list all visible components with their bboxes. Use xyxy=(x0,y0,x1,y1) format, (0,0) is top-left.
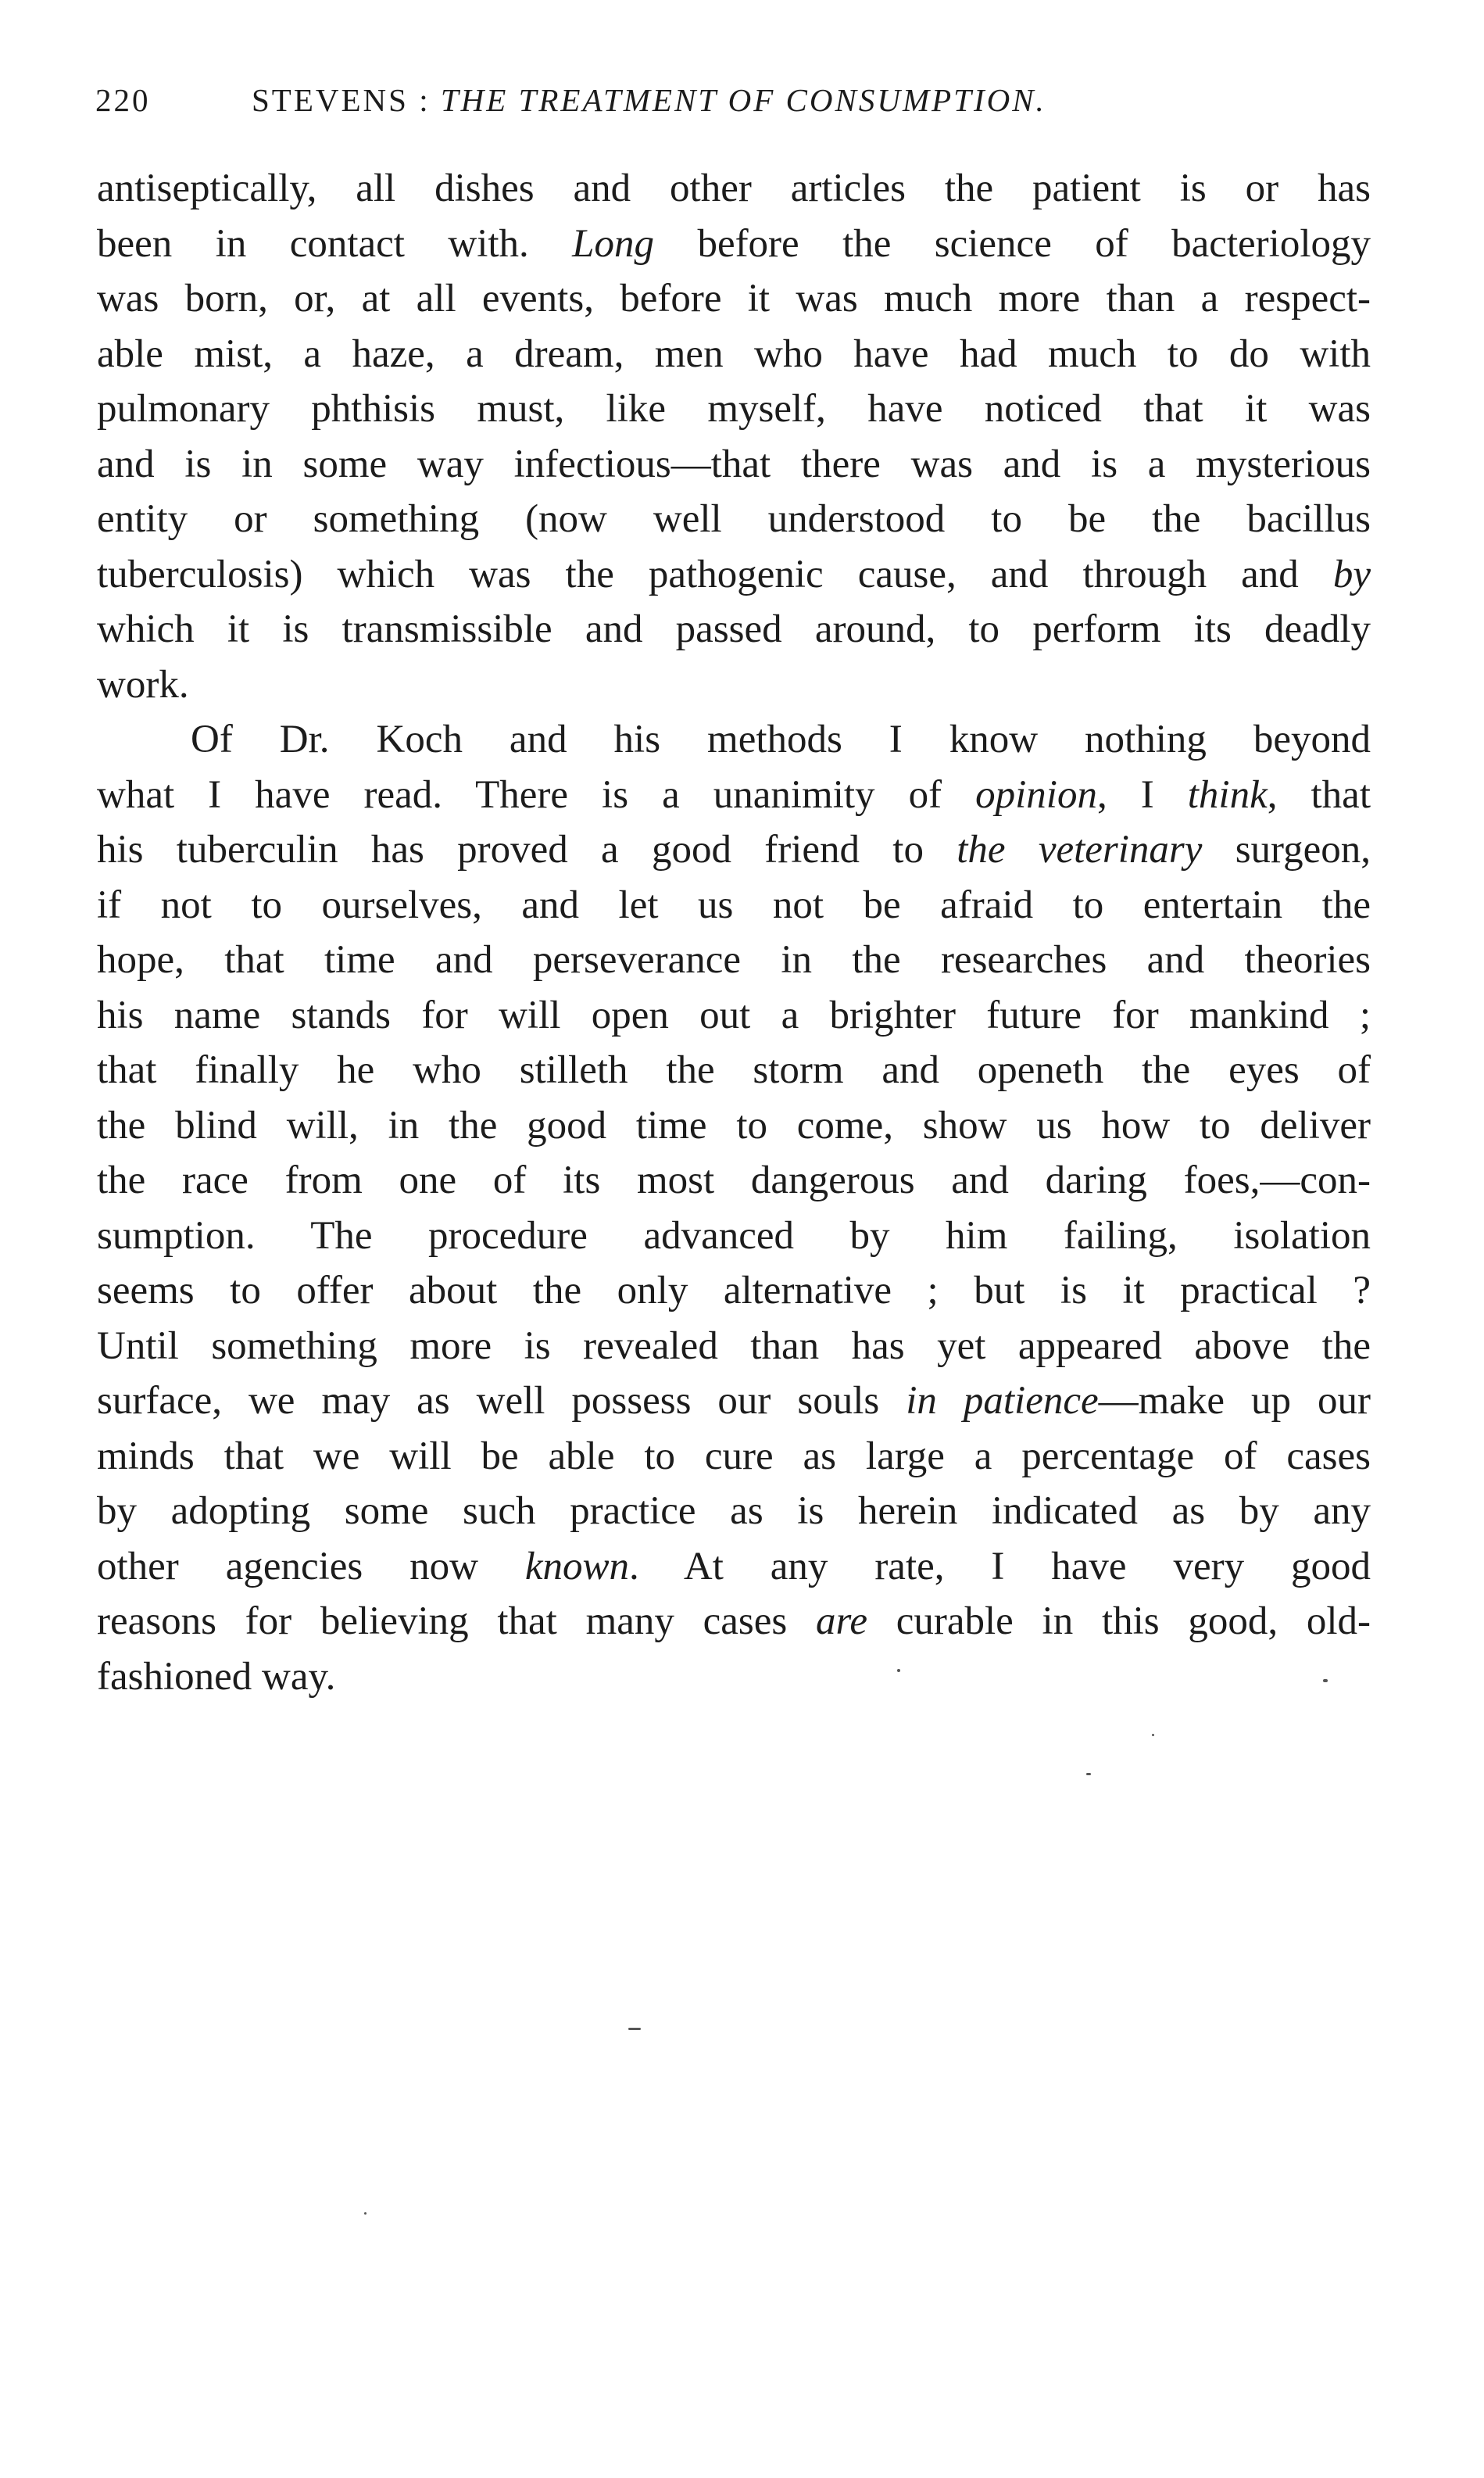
text-segment: , I xyxy=(1096,772,1188,817)
text-segment: —make up our xyxy=(1098,1379,1371,1423)
scan-speck xyxy=(1323,1679,1328,1682)
text-segment: able mist, a haze, a dream, men who have had much to do with xyxy=(97,331,1371,376)
text-line xyxy=(97,1209,1371,1264)
italic-text: in patience xyxy=(906,1379,1099,1423)
text-line xyxy=(97,657,1371,713)
text-line xyxy=(97,381,1371,437)
text-segment: Of Dr. Koch and his methods I know nothing beyond xyxy=(191,718,1371,761)
text-segment: tuberculosis) which was the pathogenic cause, and through and xyxy=(97,552,1333,596)
text-line xyxy=(97,1043,1371,1098)
text-line xyxy=(97,271,1371,327)
scan-speck xyxy=(364,2212,367,2215)
text-line xyxy=(97,327,1371,382)
page-header xyxy=(95,81,1371,128)
text-segment: surface, we may as well possess our souls xyxy=(97,1379,906,1423)
text-segment: work. xyxy=(97,662,189,707)
text-segment: his name stands for will open out a brighter future for mankind ; xyxy=(97,993,1371,1037)
text-line xyxy=(97,933,1371,988)
text-segment: reasons for believing that many cases xyxy=(97,1599,816,1643)
text-segment: . At any rate, I have very good xyxy=(629,1544,1371,1588)
text-segment: seems to offer about the only alternative ; but is it practical ? xyxy=(97,1269,1371,1312)
scan-speck xyxy=(1152,1734,1154,1736)
text-segment: sumption. The procedure advanced by him failing, isolation xyxy=(97,1213,1371,1258)
text-line xyxy=(97,547,1371,603)
text-segment: that finally he who stilleth the storm and openeth the eyes of xyxy=(97,1048,1371,1092)
text-segment: minds that we will be able to cure as large a percentage of cases xyxy=(97,1434,1371,1478)
italic-text: by xyxy=(1332,552,1371,596)
text-line xyxy=(97,161,1371,217)
text-line xyxy=(97,988,1371,1044)
italic-text: Long xyxy=(572,221,655,266)
text-line xyxy=(97,1539,1371,1595)
text-segment: and is in some way infectious—that there was and is a mysterious xyxy=(97,442,1371,486)
text-line xyxy=(97,1263,1371,1319)
text-line xyxy=(97,437,1371,492)
text-line xyxy=(97,1484,1371,1539)
text-segment: was born, or, at all events, before it was much more than a respect- xyxy=(97,277,1371,320)
text-segment: by adopting some such practice as is herein indicated as by any xyxy=(97,1489,1371,1533)
text-segment: the blind will, in the good time to come, show us how to deliver xyxy=(97,1103,1371,1148)
text-line xyxy=(97,1098,1371,1154)
text-line xyxy=(97,1594,1371,1649)
italic-text: opinion xyxy=(975,772,1097,817)
running-head-author: STEVENS : xyxy=(252,82,431,118)
text-line xyxy=(97,602,1371,657)
text-segment: before the science of bacteriology xyxy=(654,221,1371,266)
text-line xyxy=(97,217,1371,272)
text-segment: hope, that time and perseverance in the researches and theories xyxy=(97,938,1371,982)
page-number: 220 xyxy=(95,82,151,118)
text-line xyxy=(97,768,1371,823)
text-line xyxy=(97,492,1371,547)
italic-text: known xyxy=(524,1544,630,1588)
body-text xyxy=(97,161,1371,1704)
text-line xyxy=(97,878,1371,933)
text-segment: his tuberculin has proved a good friend to xyxy=(97,828,957,872)
text-line xyxy=(97,1649,1371,1705)
text-line xyxy=(97,1429,1371,1484)
italic-text: the veterinary xyxy=(957,828,1203,872)
text-segment: antiseptically, all dishes and other articles the patient is or has xyxy=(97,167,1371,210)
text-segment: , that xyxy=(1267,772,1371,817)
text-segment: fashioned way. xyxy=(97,1654,336,1699)
text-line xyxy=(97,712,1371,768)
text-segment: if not to ourselves, and let us not be afraid to entertain the xyxy=(97,883,1371,927)
text-line xyxy=(97,822,1371,878)
running-head xyxy=(252,81,1046,119)
scan-speck xyxy=(1086,1773,1091,1775)
text-segment: which it is transmissible and passed around, to perform its deadly xyxy=(97,607,1371,651)
text-segment: Until something more is revealed than has yet appeared above the xyxy=(97,1323,1371,1368)
scan-speck xyxy=(628,2028,641,2030)
text-line xyxy=(97,1153,1371,1209)
text-segment: surgeon, xyxy=(1202,828,1371,872)
text-segment: other agencies now xyxy=(97,1544,525,1588)
text-line xyxy=(97,1319,1371,1374)
text-segment: the race from one of its most dangerous and daring foes,—con- xyxy=(97,1158,1371,1202)
text-segment: curable in this good, old- xyxy=(867,1599,1371,1643)
text-line xyxy=(97,1373,1371,1429)
text-segment: pulmonary phthisis must, like myself, have noticed that it was xyxy=(97,387,1371,431)
text-segment: entity or something (now well understood to be the bacillus xyxy=(97,497,1371,541)
italic-text: think xyxy=(1187,772,1268,817)
text-segment: been in contact with. xyxy=(97,221,573,266)
text-segment: what I have read. There is a unanimity of xyxy=(97,772,976,817)
running-head-title: THE TREATMENT OF CONSUMPTION. xyxy=(440,82,1046,118)
italic-text: are xyxy=(815,1599,868,1643)
scan-speck xyxy=(897,1669,900,1672)
